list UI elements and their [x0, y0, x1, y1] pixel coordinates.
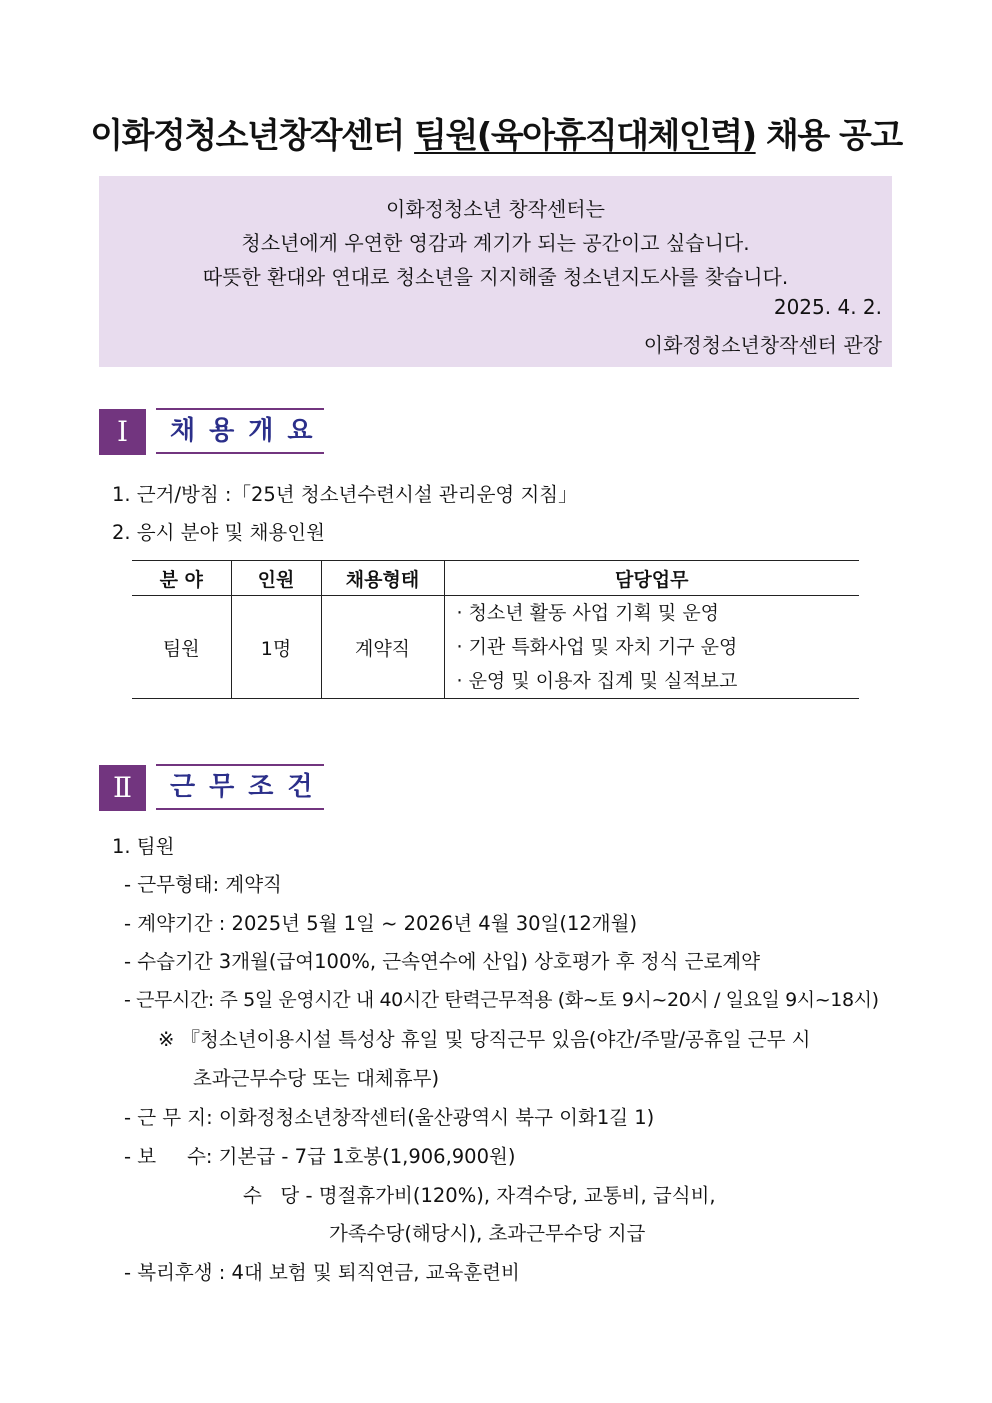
- title-position: 팀원(육아휴직대체인력): [414, 116, 756, 156]
- section1-item-2: 2. 응시 분야 및 채용인원: [112, 521, 325, 544]
- table-header-row: [132, 561, 859, 596]
- section2-title: 근무조건: [156, 764, 324, 810]
- recruit-table: [132, 560, 859, 699]
- title-org: 이화정청소년창작센터: [90, 116, 404, 156]
- condition-note-cont: 초과근무수당 또는 대체휴무): [193, 1067, 440, 1090]
- condition-line: - 보 수: 기본급 - 7급 1호봉(1,906,900원): [124, 1145, 516, 1168]
- section2-number: Ⅱ: [99, 765, 146, 811]
- intro-line-1: 이화정청소년 창작센터는: [386, 197, 605, 221]
- condition-heading: 1. 팀원: [112, 835, 175, 858]
- condition-line: - 계약기간 : 2025년 5월 1일 ~ 2026년 4월 30일(12개월): [124, 912, 638, 935]
- intro-signer: 이화정청소년창작센터 관장: [643, 333, 882, 357]
- condition-allowance-cont: 가족수당(해당시), 초과근무수당 지급: [329, 1222, 646, 1245]
- condition-note: ※ 『청소년이용시설 특성상 휴일 및 당직근무 있음(야간/주말/공휴일 근무 시: [158, 1028, 811, 1051]
- cell-duties: [444, 596, 859, 699]
- table-header: 분 야: [132, 561, 231, 596]
- condition-line: - 복리후생 : 4대 보험 및 퇴직연금, 교육훈련비: [124, 1261, 520, 1284]
- page-title: [0, 108, 992, 157]
- table-row: [132, 596, 859, 699]
- section1-title: 채용개요: [156, 408, 324, 454]
- intro-line-3: 따뜻한 환대와 연대로 청소년을 지지해줄 청소년지도사를 찾습니다.: [202, 265, 789, 289]
- duty-item: · 기관 특화사업 및 자치 기구 운영: [456, 636, 738, 658]
- table-header: 담당업무: [444, 561, 859, 596]
- cell-field: 팀원: [132, 596, 231, 699]
- cell-count: 1명: [231, 596, 321, 699]
- condition-line: - 근 무 지: 이화정청소년창작센터(울산광역시 북구 이화1길 1): [124, 1106, 655, 1129]
- duty-item: · 청소년 활동 사업 기획 및 운영: [456, 602, 720, 624]
- section1-number: Ⅰ: [99, 409, 146, 455]
- intro-date: 2025. 4. 2.: [773, 295, 882, 319]
- condition-line: - 근무형태: 계약직: [124, 873, 282, 896]
- duty-item: · 운영 및 이용자 집계 및 실적보고: [456, 670, 738, 692]
- section1-item-1: 1. 근거/방침 :「25년 청소년수련시설 관리운영 지침」: [112, 483, 578, 506]
- condition-allowance: 수 당 - 명절휴가비(120%), 자격수당, 교통비, 급식비,: [243, 1184, 716, 1207]
- table-header: 채용형태: [321, 561, 444, 596]
- title-suffix: 채용 공고: [765, 116, 902, 156]
- cell-type: 계약직: [321, 596, 444, 699]
- condition-line: - 수습기간 3개월(급여100%, 근속연수에 산입) 상호평가 후 정식 근로계약: [124, 950, 760, 973]
- intro-line-2: 청소년에게 우연한 영감과 계기가 되는 공간이고 싶습니다.: [241, 231, 750, 255]
- condition-line: - 근무시간: 주 5일 운영시간 내 40시간 탄력근무적용 (화~토 9시~20시 / 일요일 9시~18시): [124, 989, 879, 1011]
- intro-box: [99, 176, 892, 367]
- table-header: 인원: [231, 561, 321, 596]
